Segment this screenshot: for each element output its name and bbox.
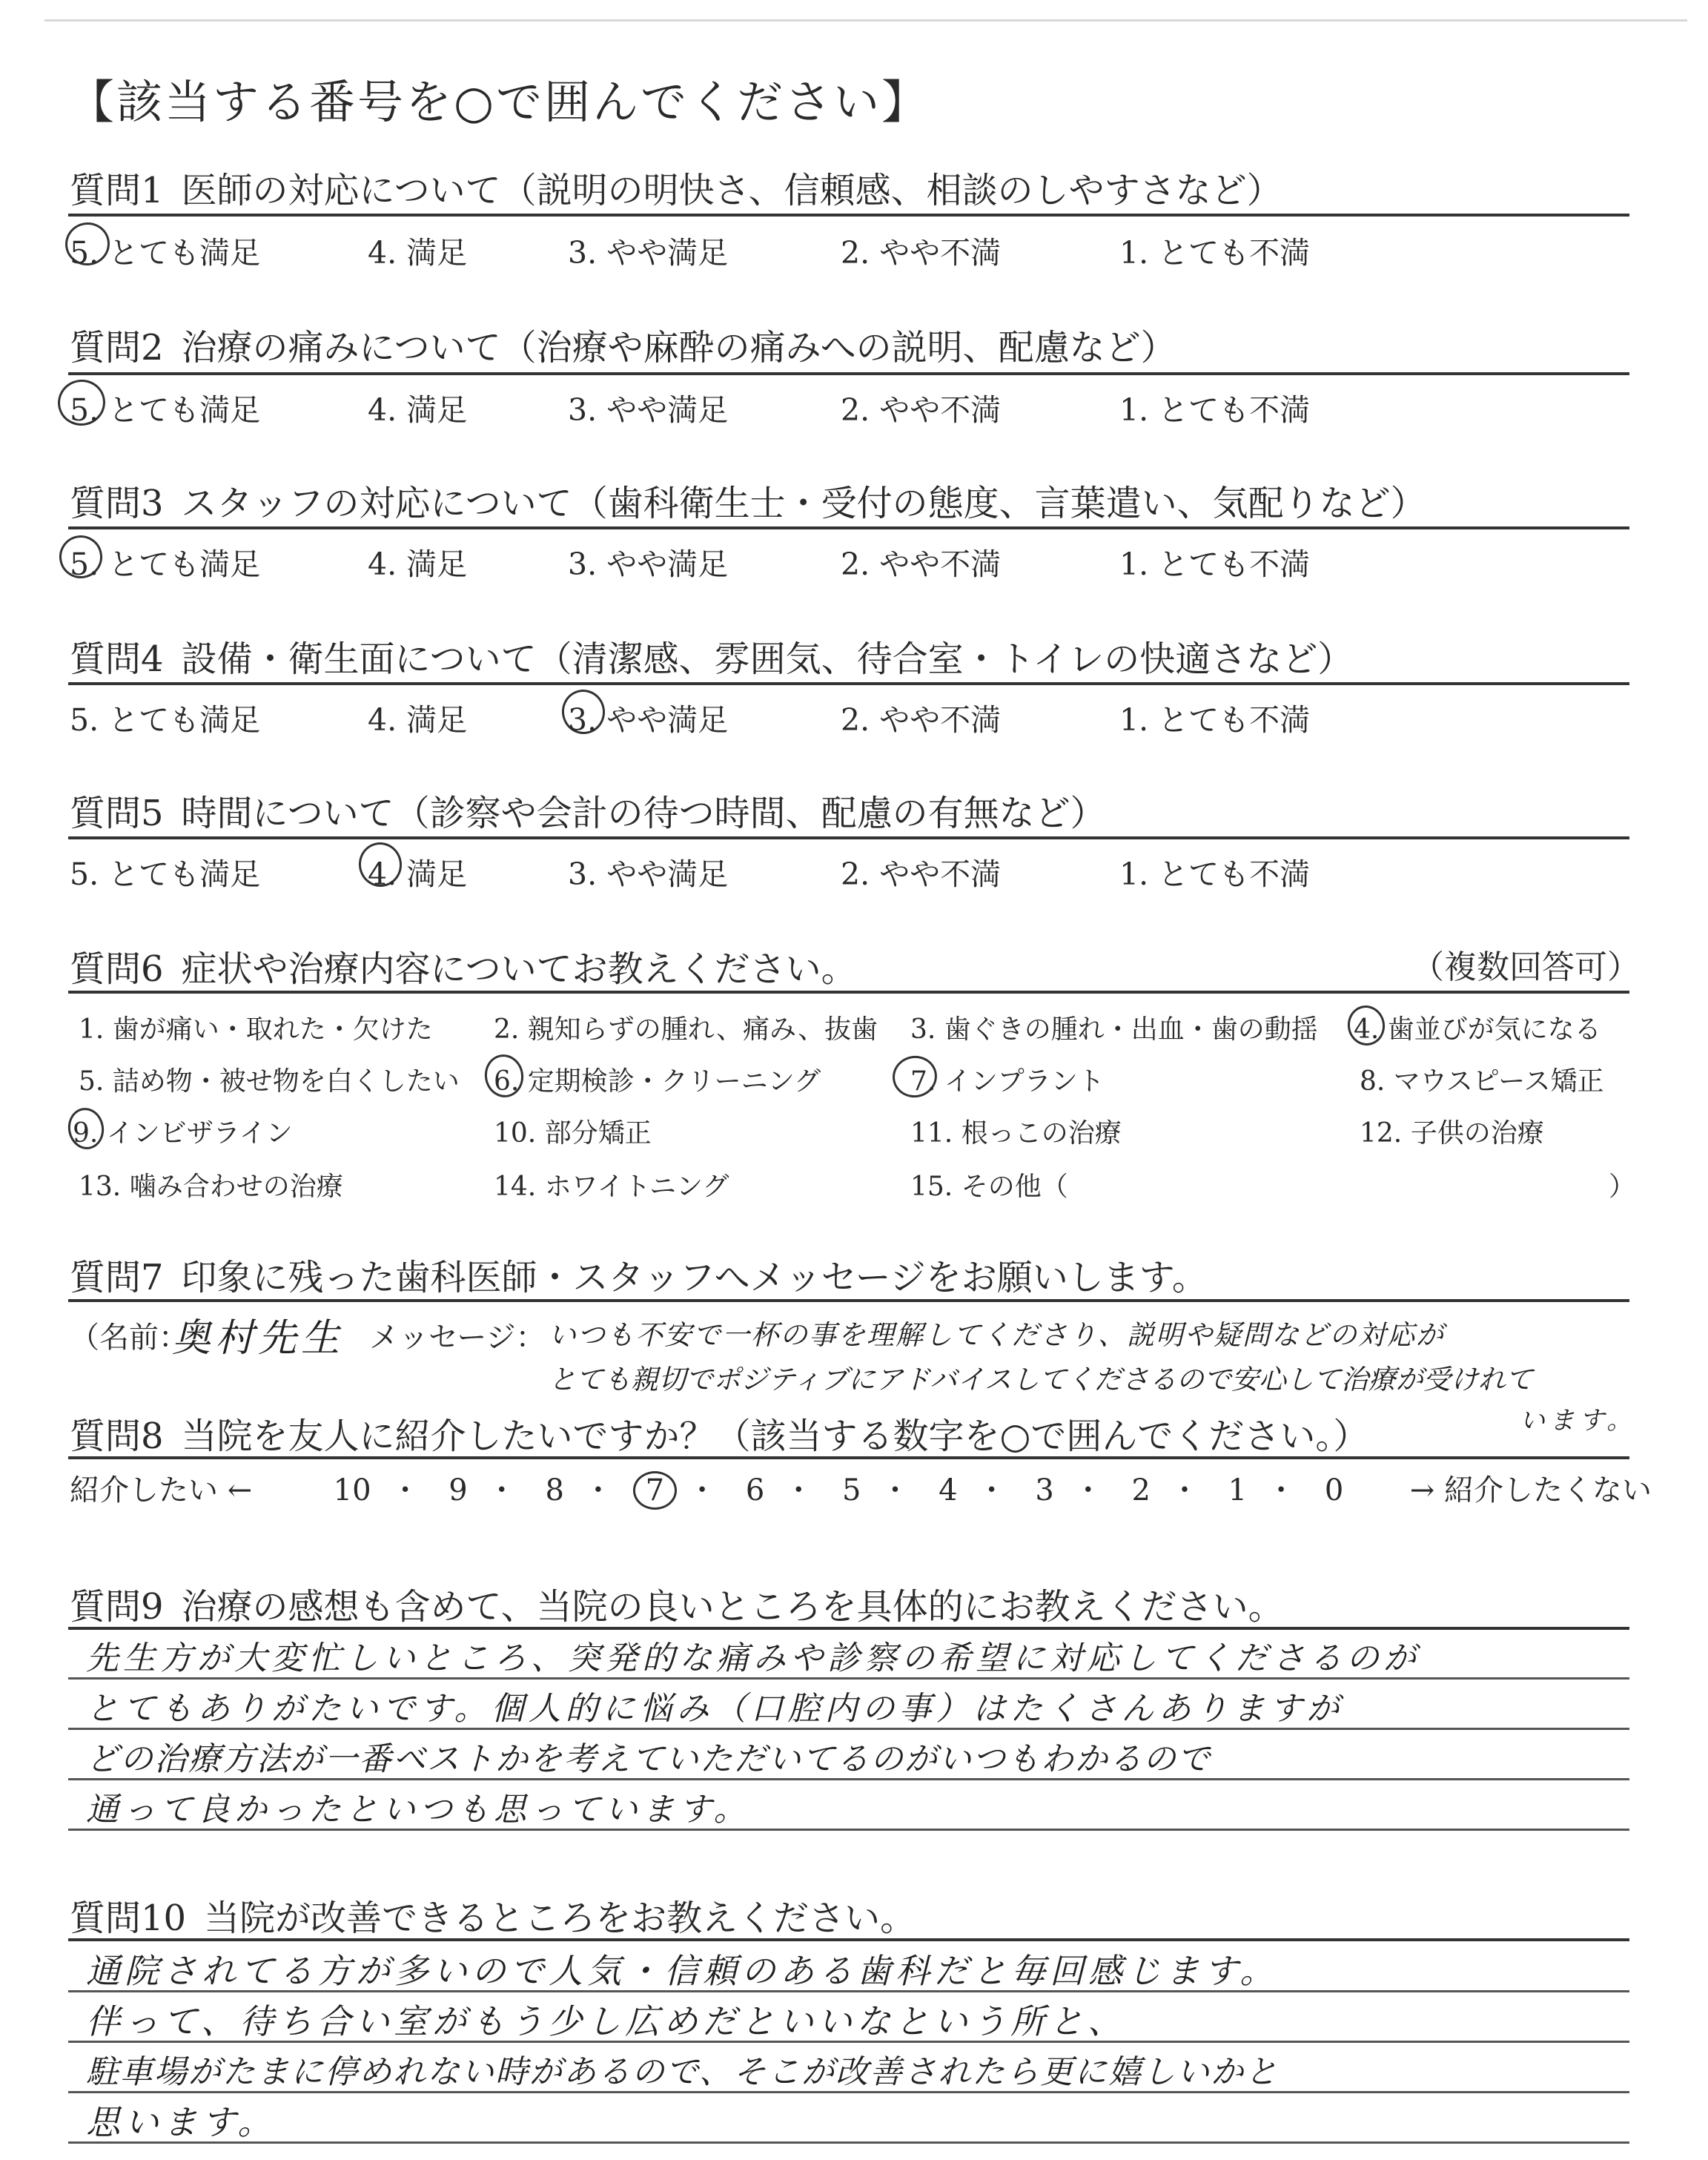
q2-option-2[interactable]: 2. やや不満 bbox=[841, 392, 1002, 428]
q6-option-9[interactable]: 9. インビザライン bbox=[73, 1118, 293, 1149]
question-6-title bbox=[70, 940, 857, 991]
handwritten-name: 奥村先生 bbox=[172, 1316, 345, 1361]
question-text: 治療の痛みについて（治療や麻酔の痛みへの説明、配慮など） bbox=[181, 327, 1176, 369]
question-number: 質問1 bbox=[70, 170, 164, 211]
q4-option-1[interactable]: 1. とても不満 bbox=[1119, 702, 1311, 738]
question-1-title bbox=[70, 162, 1282, 213]
divider bbox=[68, 372, 1629, 375]
answer-line: 先生方が大変忙しいところ、突発的な痛みや診察の希望に対応してくださるのが bbox=[86, 1639, 1420, 1677]
question-text: 治療の感想も含めて、当院の良いところを具体的にお教えください。 bbox=[181, 1586, 1284, 1628]
answer-line: 駐車場がたまに停めれない時があるので、そこが改善されたら更に嬉しいかと bbox=[86, 2053, 1280, 2091]
q6-option-8[interactable]: 8. マウスピース矯正 bbox=[1360, 1066, 1604, 1097]
q3-option-5[interactable]: 5. とても満足 bbox=[70, 546, 261, 582]
question-9-title bbox=[70, 1578, 1284, 1629]
answer-rule bbox=[68, 2091, 1629, 2093]
answer-line: 通院されてる方が多いので人気・信頼のある歯科だと毎回感じます。 bbox=[86, 1951, 1279, 1991]
q6-option-5[interactable]: 5. 詰め物・被せ物を白くしたい bbox=[79, 1066, 460, 1097]
question-number: 質問2 bbox=[70, 327, 164, 369]
scale-2[interactable]: 2 bbox=[1131, 1473, 1151, 1507]
question-number: 質問6 bbox=[70, 948, 164, 990]
q6-option-14[interactable]: 14. ホワイトニング bbox=[494, 1172, 729, 1202]
handwritten-message-line-2: とても親切でポジティブにアドバイスしてくださるので安心して治療が受けれて bbox=[549, 1364, 1533, 1396]
question-4-title bbox=[70, 630, 1353, 681]
q1-option-1[interactable]: 1. とても不満 bbox=[1119, 235, 1311, 271]
q4-option-3[interactable]: 3. やや満足 bbox=[568, 702, 729, 738]
scale-6[interactable]: 6 bbox=[745, 1473, 765, 1507]
answer-rule bbox=[68, 1778, 1629, 1780]
divider bbox=[68, 1299, 1629, 1302]
page-title: 【該当する番号を○で囲んでください】 bbox=[68, 75, 930, 129]
divider bbox=[68, 1938, 1629, 1941]
question-8-title bbox=[70, 1407, 1368, 1459]
answer-rule bbox=[68, 1990, 1629, 1992]
divider bbox=[68, 526, 1629, 529]
q6-option-6[interactable]: 6. 定期検診・クリーニング bbox=[494, 1066, 821, 1097]
question-text: 当院が改善できるところをお教えください。 bbox=[204, 1898, 916, 1939]
divider bbox=[68, 682, 1629, 685]
answer-rule bbox=[68, 2041, 1629, 2043]
divider bbox=[68, 1456, 1629, 1459]
scale-right-label: → 紹介したくない bbox=[1409, 1473, 1652, 1507]
q1-option-4[interactable]: 4. 満足 bbox=[368, 235, 468, 271]
q6-option-1[interactable]: 1. 歯が痛い・取れた・欠けた bbox=[79, 1014, 433, 1045]
answer-line: とてもありがたいです。個人的に悩み（口腔内の事）はたくさんありますが bbox=[86, 1690, 1344, 1728]
q6-option-11[interactable]: 11. 根っこの治療 bbox=[910, 1118, 1122, 1149]
q3-option-3[interactable]: 3. やや満足 bbox=[568, 546, 729, 582]
question-number: 質問4 bbox=[70, 638, 164, 680]
question-text: 設備・衛生面について（清潔感、雰囲気、待合室・トイレの快適さなど） bbox=[181, 638, 1354, 680]
question-text: 時間について（診察や会計の待つ時間、配慮の有無など） bbox=[181, 793, 1106, 834]
q6-option-15[interactable]: 15. その他（ bbox=[910, 1172, 1068, 1202]
divider bbox=[68, 214, 1629, 217]
question-number: 質問7 bbox=[70, 1257, 164, 1298]
q5-option-3[interactable]: 3. やや満足 bbox=[568, 856, 729, 892]
name-label: （名前： bbox=[70, 1321, 188, 1355]
question-7-title bbox=[70, 1249, 1208, 1300]
question-number: 質問3 bbox=[70, 483, 164, 524]
question-text: 症状や治療内容についてお教えください。 bbox=[181, 948, 857, 990]
q3-option-2[interactable]: 2. やや不満 bbox=[841, 546, 1002, 582]
question-text: スタッフの対応について（歯科衛生士・受付の態度、言葉遣い、気配りなど） bbox=[181, 483, 1426, 524]
answer-rule bbox=[68, 1728, 1629, 1730]
q2-option-5[interactable]: 5. とても満足 bbox=[70, 392, 261, 428]
answer-line: どの治療方法が一番ベストかを考えていただいてるのがいつもわかるので bbox=[86, 1740, 1211, 1778]
q6-option-7[interactable]: 7. インプラント bbox=[910, 1066, 1105, 1097]
q5-option-2[interactable]: 2. やや不満 bbox=[841, 856, 1002, 892]
scale-8[interactable]: 8 bbox=[545, 1473, 564, 1507]
multiple-answers-note: （複数回答可） bbox=[1411, 948, 1640, 986]
answer-rule bbox=[68, 1677, 1629, 1680]
question-number: 質問5 bbox=[70, 793, 164, 834]
scale-3[interactable]: 3 bbox=[1035, 1473, 1054, 1507]
divider bbox=[68, 836, 1629, 839]
q5-option-5[interactable]: 5. とても満足 bbox=[70, 856, 261, 892]
q6-option-13[interactable]: 13. 噛み合わせの治療 bbox=[79, 1172, 343, 1202]
question-number: 質問9 bbox=[70, 1586, 164, 1628]
q2-option-4[interactable]: 4. 満足 bbox=[368, 392, 468, 428]
answer-rule bbox=[68, 2141, 1629, 2144]
q4-option-4[interactable]: 4. 満足 bbox=[368, 702, 468, 738]
question-text: 印象に残った歯科医師・スタッフへメッセージをお願いします。 bbox=[181, 1257, 1208, 1298]
answer-line: 伴って、待ち合い室がもう少し広めだといいなという所と、 bbox=[86, 2001, 1127, 2041]
recommend-scale: 紹介したい ← 10 ・ 9 ・ 8 ・ 7 ・ 6 ・ 5 ・ 4 ・ 3 ・ 2 ・ 1 ・ 0 → 紹介したくない bbox=[70, 1467, 1652, 1510]
top-border bbox=[44, 19, 1687, 22]
question-10-title bbox=[70, 1889, 916, 1941]
q1-option-2[interactable]: 2. やや不満 bbox=[841, 235, 1002, 271]
q3-option-1[interactable]: 1. とても不満 bbox=[1119, 546, 1311, 582]
scale-9[interactable]: 9 bbox=[448, 1473, 468, 1507]
q6-other-close-paren: ） bbox=[1609, 1172, 1636, 1202]
scale-4[interactable]: 4 bbox=[939, 1473, 958, 1507]
question-3-title bbox=[70, 475, 1426, 526]
q5-option-4[interactable]: 4. 満足 bbox=[368, 856, 468, 892]
scale-1[interactable]: 1 bbox=[1228, 1473, 1248, 1507]
q3-option-4[interactable]: 4. 満足 bbox=[368, 546, 468, 582]
scale-left-label: 紹介したい ← bbox=[70, 1473, 253, 1507]
q6-option-12[interactable]: 12. 子供の治療 bbox=[1360, 1118, 1544, 1149]
q5-option-1[interactable]: 1. とても不満 bbox=[1119, 856, 1311, 892]
answer-rule bbox=[68, 1829, 1629, 1831]
question-number: 質問10 bbox=[70, 1898, 187, 1939]
q6-option-2[interactable]: 2. 親知らずの腫れ、痛み、抜歯 bbox=[494, 1014, 878, 1045]
q2-option-3[interactable]: 3. やや満足 bbox=[568, 392, 729, 428]
question-text: 医師の対応について（説明の明快さ、信頼感、相談のしやすさなど） bbox=[181, 170, 1282, 211]
q6-option-10[interactable]: 10. 部分矯正 bbox=[494, 1118, 652, 1149]
q6-option-3[interactable]: 3. 歯ぐきの腫れ・出血・歯の動揺 bbox=[910, 1014, 1318, 1045]
q1-option-5[interactable]: 5. とても満足 bbox=[70, 235, 261, 271]
handwritten-message-line-3: います。 bbox=[1520, 1406, 1637, 1436]
scale-7[interactable]: 7 bbox=[633, 1471, 677, 1510]
scale-0[interactable]: 0 bbox=[1324, 1473, 1344, 1507]
question-5-title bbox=[70, 785, 1106, 836]
scale-5[interactable]: 5 bbox=[841, 1473, 861, 1507]
divider bbox=[68, 1627, 1629, 1630]
message-label: メッセージ： bbox=[369, 1321, 546, 1355]
q4-option-5[interactable]: 5. とても満足 bbox=[70, 702, 261, 738]
q1-option-3[interactable]: 3. やや満足 bbox=[568, 235, 729, 271]
handwritten-message-line-1: いつも不安で一杯の事を理解してくださり、説明や疑問などの対応が bbox=[549, 1319, 1445, 1351]
question-text: 当院を友人に紹介したいですか？（該当する数字を○で囲んでください。） bbox=[181, 1416, 1369, 1457]
question-2-title bbox=[70, 319, 1176, 370]
answer-line: 思います。 bbox=[86, 2102, 277, 2142]
q6-option-4[interactable]: 4. 歯並びが気になる bbox=[1354, 1014, 1601, 1045]
scale-10[interactable]: 10 bbox=[333, 1473, 371, 1507]
q2-option-1[interactable]: 1. とても不満 bbox=[1119, 392, 1311, 428]
divider bbox=[68, 991, 1629, 994]
answer-line: 通って良かったといつも思っています。 bbox=[86, 1791, 751, 1829]
q4-option-2[interactable]: 2. やや不満 bbox=[841, 702, 1002, 738]
question-number: 質問8 bbox=[70, 1416, 164, 1457]
